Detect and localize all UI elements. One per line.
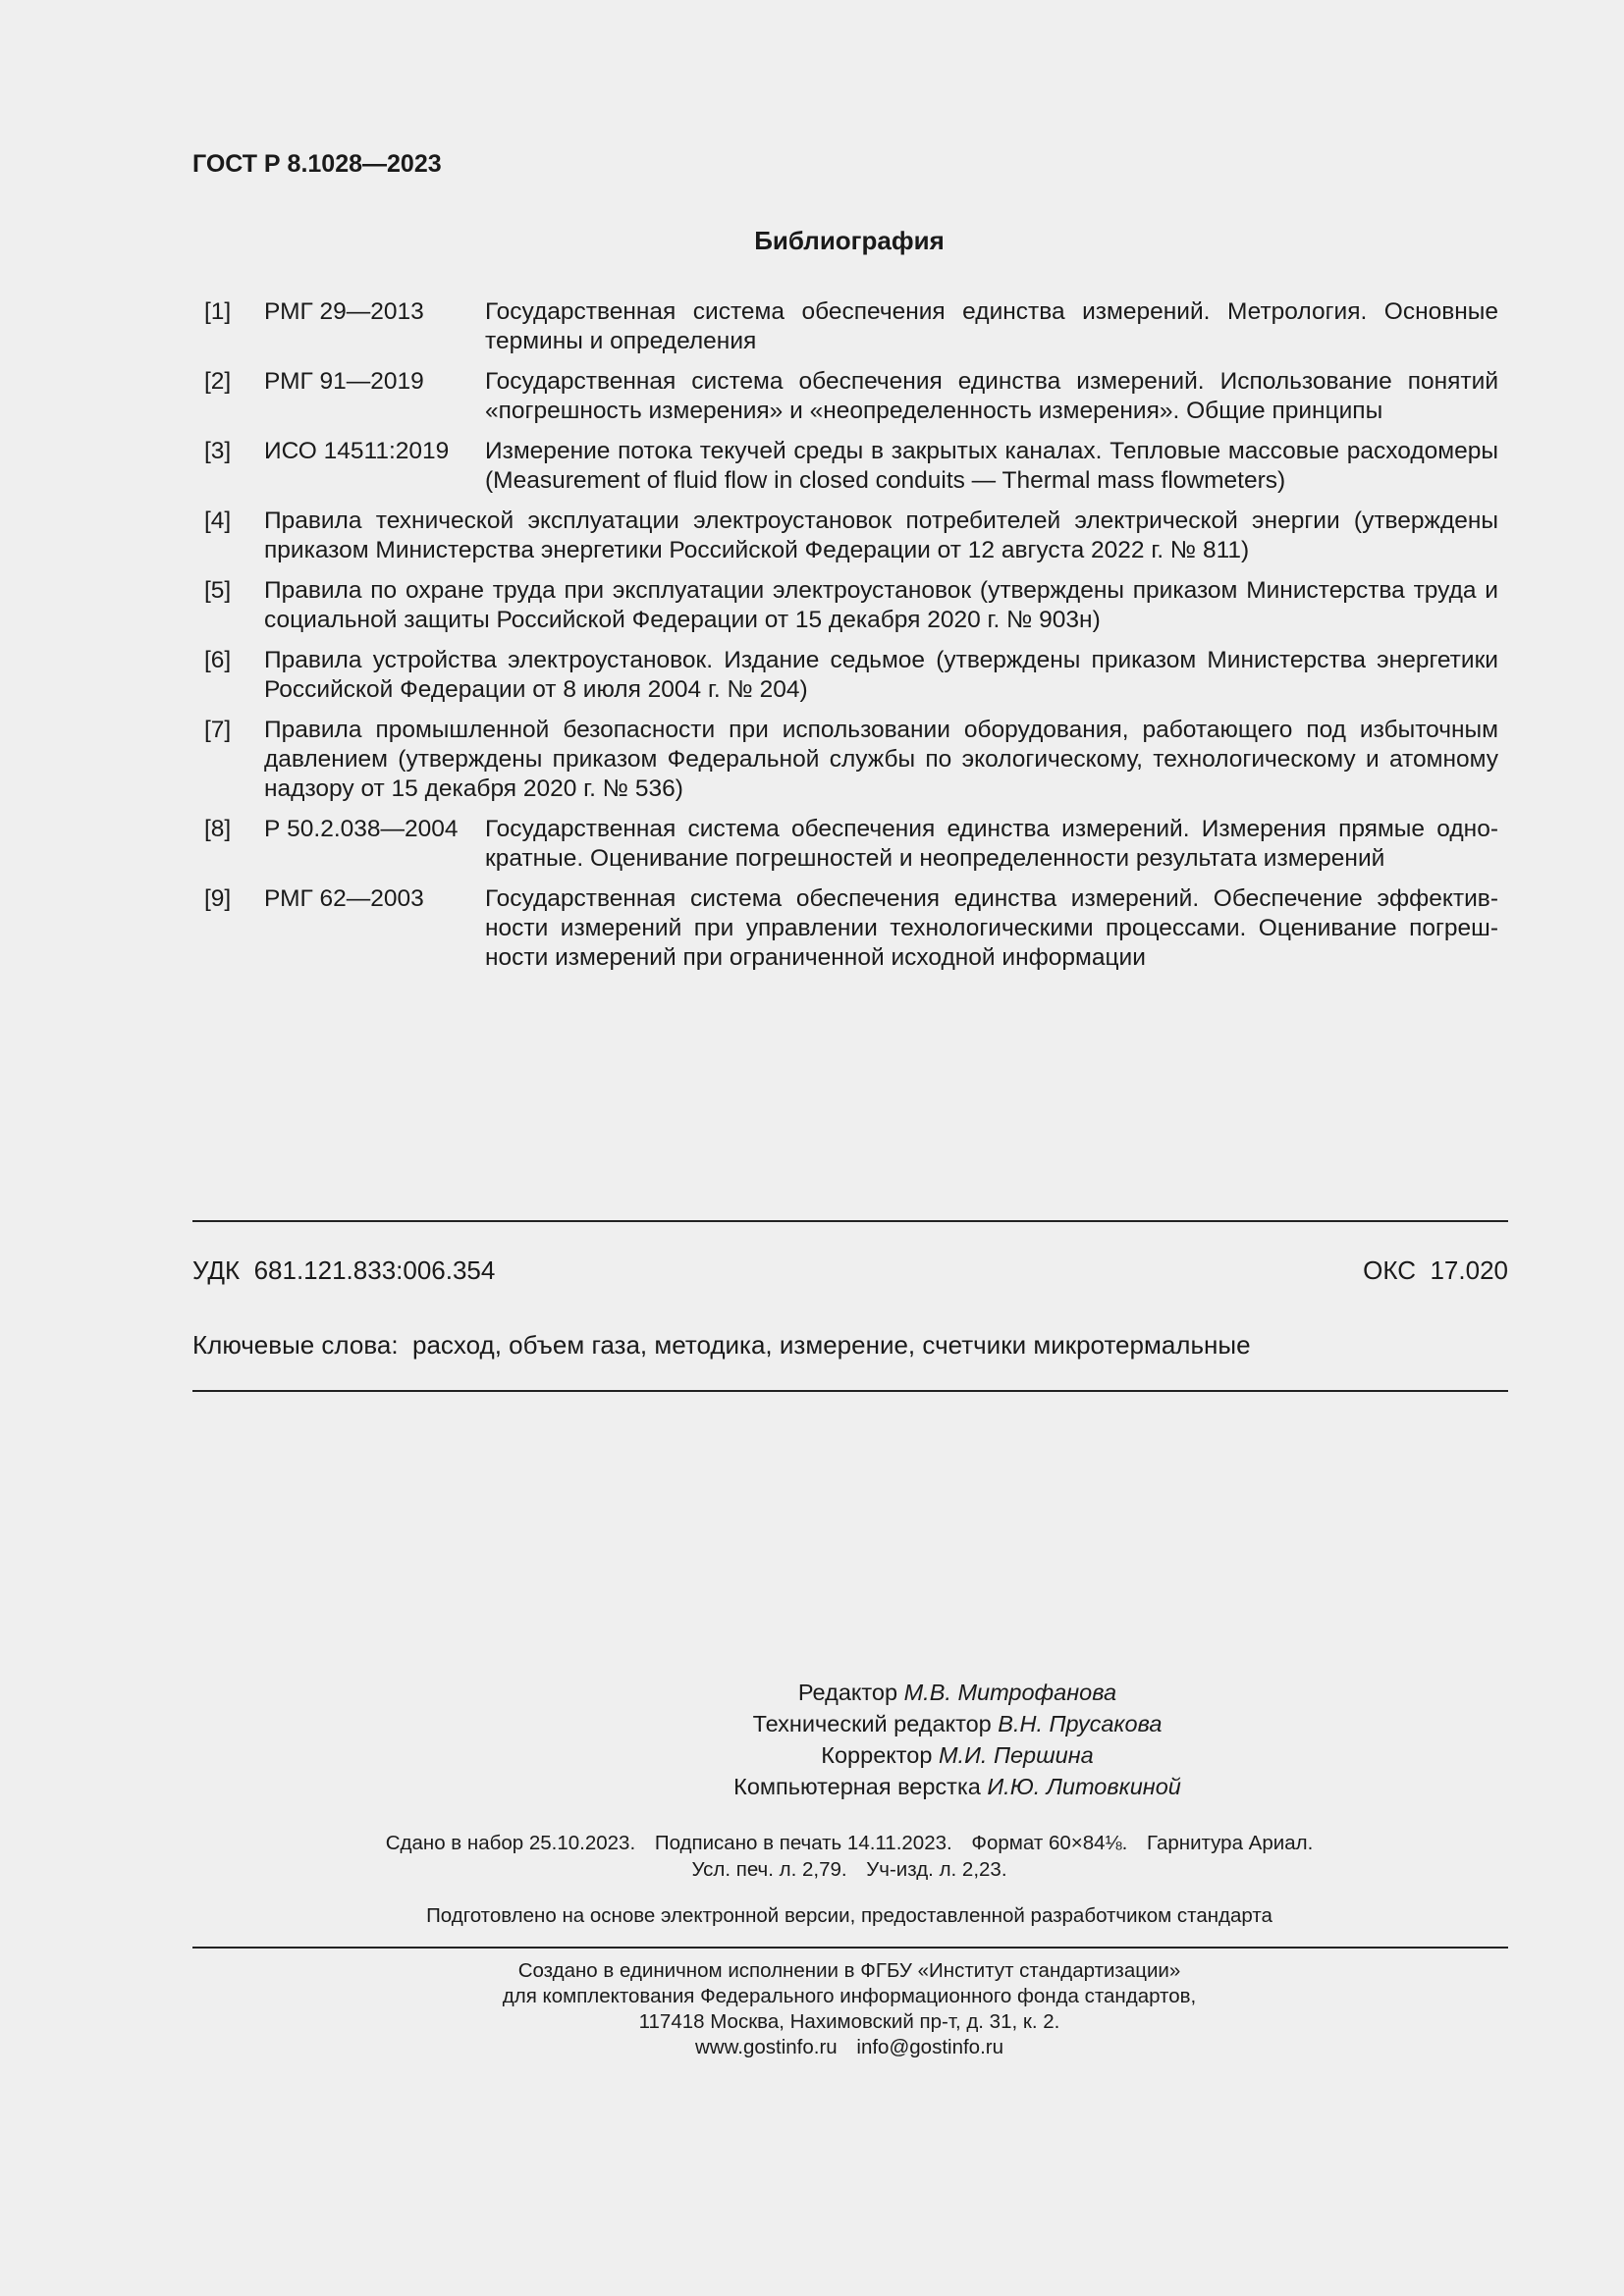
signed-date: Подписано в печать 14.11.2023. (654, 1832, 952, 1854)
oks-value: 17.020 (1430, 1255, 1508, 1285)
print-info-line (0, 1856, 1624, 1883)
oks-code (1363, 1255, 1508, 1286)
credit-name: В.Н. Прусакова (998, 1711, 1163, 1736)
paper-format: Формат 60×84⅛. (971, 1832, 1128, 1854)
publisher-contacts (0, 2035, 1624, 2060)
keywords-value: расход, объем газа, методика, измерение, счетчики микротермальные (412, 1330, 1251, 1360)
credit-role: Технический редактор (752, 1711, 992, 1736)
entry-text: Правила промышленной безопасности при использовании оборудования, работающего под избыточным давлением (утверждены приказом Федеральной службы по экологическому, технологическому и атомному надзору от 15 декабря 2020 г. № 536) (264, 717, 1498, 802)
udk-label: УДК (192, 1255, 241, 1285)
credit-role: Корректор (821, 1742, 933, 1768)
typeface: Гарнитура Ариал. (1147, 1832, 1314, 1854)
entry-text: Измерение потока текучей среды в закрытых каналах. Тепловые массовые расходомеры (Measurement of fluid flow in closed conduits — Thermal mass flowmeters) (485, 438, 1498, 494)
divider-top (192, 1220, 1508, 1222)
entry-text: Государственная система обеспечения единства измерений. Использование понятий «погрешность измерения» и «неопределенность измерения». Общие принципы (485, 368, 1498, 424)
udk-code (192, 1255, 495, 1286)
entry-text: Правила устройства электроустановок. Издание седьмое (утверждены приказом Министерства энергетики Российской Федерации от 8 июля 2004 г. № 204) (264, 647, 1498, 703)
bibliography-entry (192, 297, 1498, 356)
bibliography-title: Библиография (754, 226, 945, 255)
publication-sheets: Уч-изд. л. 2,23. (866, 1858, 1007, 1881)
credit-line (0, 1708, 1624, 1739)
entry-text: Правила по охране труда при эксплуатации электроустановок (утверждены приказом Министерства труда и социальной защиты Российской Федерации от 15 декабря 2020 г. № 903н) (264, 577, 1498, 633)
entry-text: Государственная система обеспечения единства измерений. Обеспечение эффективности измерений при управлении технологическими процессами. Оценивание погрешности измерений при ограниченной исходной информации (485, 885, 1498, 971)
entry-code: ИСО 14511:2019 (264, 438, 450, 464)
submitted-date: Сдано в набор 25.10.2023. (385, 1832, 636, 1854)
entry-number: [2] (204, 368, 232, 395)
bibliography-entry (192, 576, 1498, 635)
bibliography-list (192, 297, 1498, 984)
bibliography-entry (192, 815, 1498, 874)
print-info (0, 1830, 1624, 1883)
entry-text: Государственная система обеспечения единства измерений. Измерения прямые однократные. Оценивание погрешностей и неопределенности результата измерений (485, 816, 1498, 872)
entry-number: [8] (204, 816, 232, 842)
entry-number: [1] (204, 298, 232, 325)
bibliography-entry (192, 507, 1498, 565)
bibliography-entry (192, 884, 1498, 973)
oks-label: ОКС (1363, 1255, 1417, 1285)
keywords (192, 1330, 1251, 1361)
keywords-label: Ключевые слова: (192, 1330, 399, 1360)
divider-bottom (192, 1390, 1508, 1392)
publisher-line: для комплектования Федерального информационного фонда стандартов, (502, 1985, 1197, 2007)
entry-code: Р 50.2.038—2004 (264, 816, 459, 842)
entry-code: РМГ 62—2003 (264, 885, 424, 912)
credit-role: Редактор (797, 1680, 898, 1705)
credit-name: М.В. Митрофанова (903, 1680, 1117, 1705)
divider-publisher (192, 1947, 1508, 1949)
bibliography-entry (192, 367, 1498, 426)
publisher-block (0, 1958, 1624, 2060)
bibliography-entry (192, 716, 1498, 804)
email-link[interactable]: info@gostinfo.ru (856, 2036, 1003, 2058)
bibliography-entry (192, 437, 1498, 496)
website-link[interactable]: www.gostinfo.ru (695, 2036, 838, 2058)
entry-number: [5] (204, 577, 232, 604)
entry-number: [6] (204, 647, 232, 673)
entry-text: Правила технической эксплуатации электроустановок потребителей электрической энергии (утверждены приказом Министерства энергетики Российской Федерации от 12 августа 2022 г. № 811) (264, 507, 1498, 563)
credit-name: И.Ю. Литовкиной (987, 1774, 1181, 1799)
bibliography-entry (192, 646, 1498, 705)
entry-code: РМГ 91—2019 (264, 368, 424, 395)
entry-number: [7] (204, 717, 232, 743)
print-info-line (0, 1830, 1624, 1856)
credit-line (0, 1739, 1624, 1771)
entry-number: [4] (204, 507, 232, 534)
entry-number: [9] (204, 885, 232, 912)
publisher-line: Создано в единичном исполнении в ФГБУ «Институт стандартизации» (517, 1959, 1181, 1982)
credit-line (0, 1677, 1624, 1708)
credit-role: Компьютерная верстка (733, 1774, 981, 1799)
credits-block (0, 1677, 1624, 1802)
entry-text: Государственная система обеспечения единства измерений. Метрология. Основные термины и определения (485, 298, 1498, 354)
print-sheets: Усл. печ. л. 2,79. (691, 1858, 847, 1881)
publisher-address: 117418 Москва, Нахимовский пр-т, д. 31, к. 2. (638, 2010, 1060, 2033)
document-code: ГОСТ Р 8.1028—2023 (192, 150, 442, 178)
prepared-note: Подготовлено на основе электронной версии, предоставленной разработчиком стандарта (426, 1904, 1272, 1927)
entry-number: [3] (204, 438, 232, 464)
credit-name: М.И. Першина (938, 1742, 1094, 1768)
credit-line (0, 1771, 1624, 1802)
entry-code: РМГ 29—2013 (264, 298, 424, 325)
udk-value: 681.121.833:006.354 (253, 1255, 496, 1285)
